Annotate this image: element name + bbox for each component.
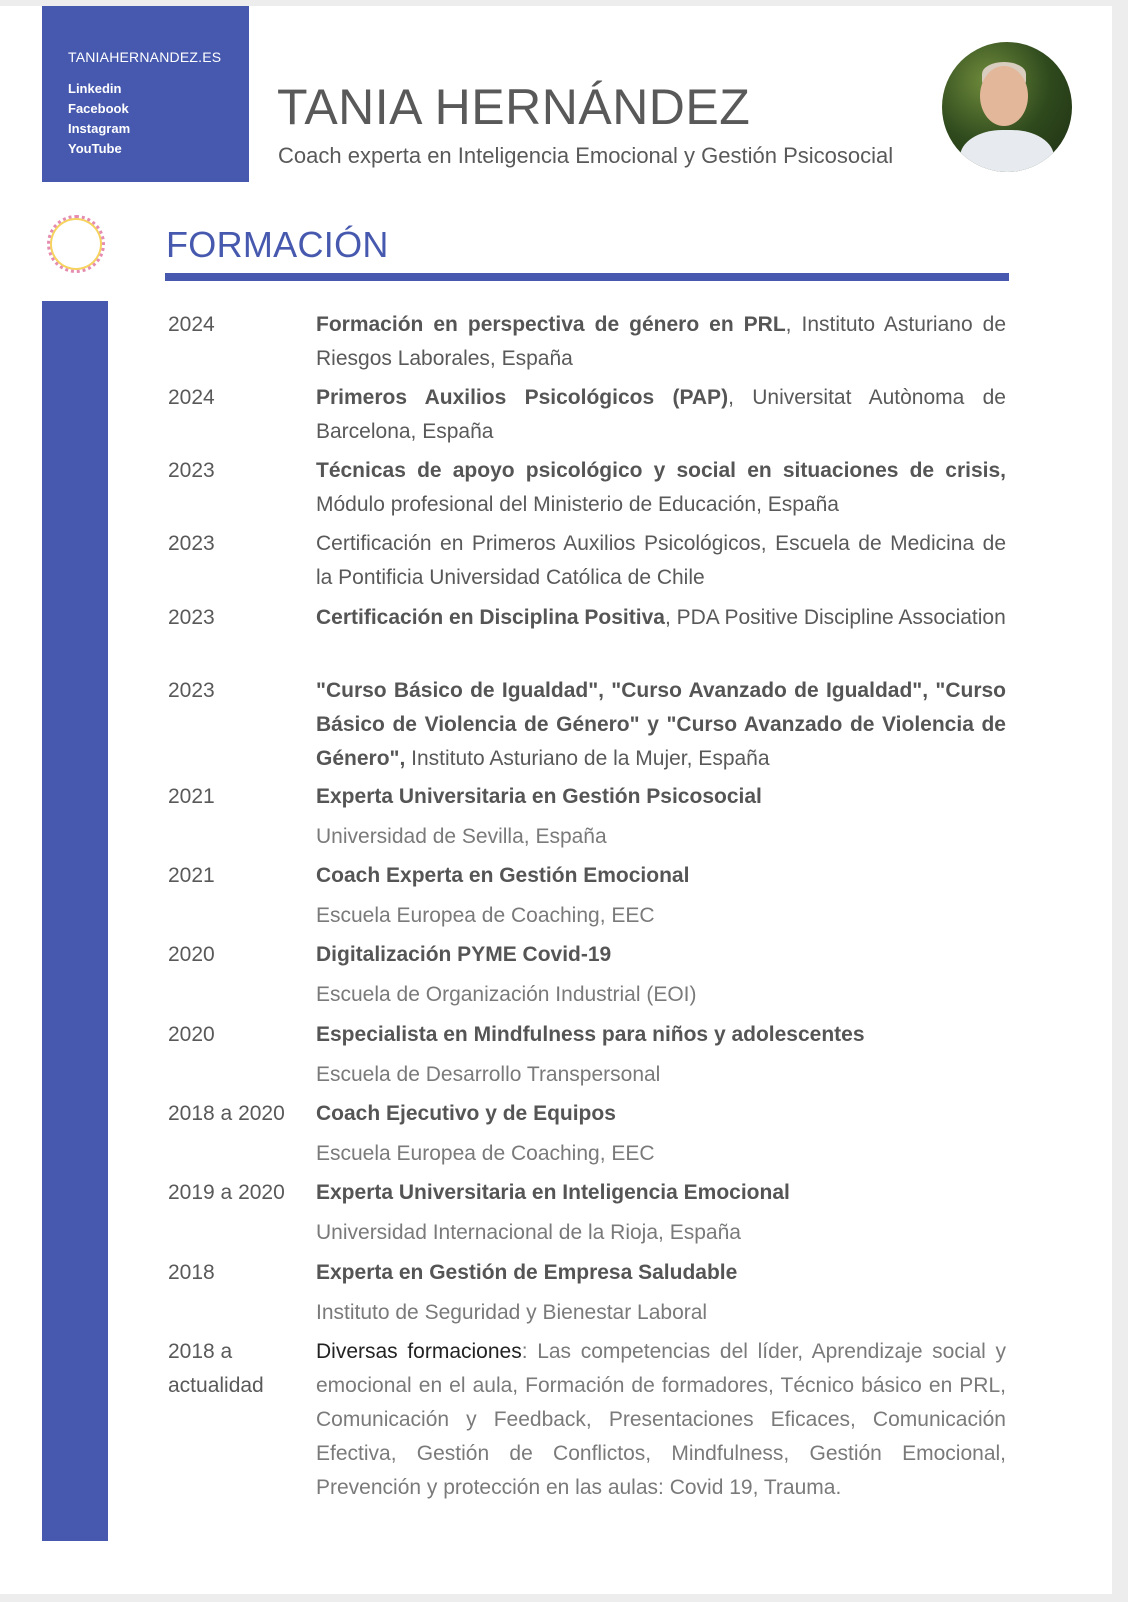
entry-description (316, 1335, 1006, 1505)
entry-description (316, 381, 1006, 449)
education-list (0, 6, 1112, 1594)
entry-description (316, 454, 1006, 522)
instagram-link[interactable]: Instagram (68, 121, 131, 136)
entry-description (316, 1097, 1006, 1171)
entry-detail: Instituto de Seguridad y Bienestar Laboral (316, 1301, 708, 1324)
entry-title: Digitalización PYME Covid-19 (316, 943, 612, 966)
entry-description (316, 1018, 1006, 1092)
entry-description (316, 780, 1006, 854)
entry-description (316, 601, 1006, 635)
entry-year: 2020 (168, 943, 215, 966)
entry-year: 2023 (168, 606, 215, 629)
entry-year: 2020 (168, 1023, 215, 1046)
entry-detail: Escuela de Desarrollo Transpersonal (316, 1063, 661, 1086)
cv-page (0, 6, 1112, 1594)
website-link[interactable]: TANIAHERNANDEZ.ES (68, 49, 222, 65)
entry-title: Técnicas de apoyo psicológico y social en situaciones de crisis, (316, 459, 1006, 482)
linkedin-link[interactable]: Linkedin (68, 81, 122, 96)
entry-year: 2018 a 2020 (168, 1102, 285, 1125)
entry-title: Primeros Auxilios Psicológicos (PAP) (316, 386, 729, 409)
entry-year: 2023 (168, 679, 215, 702)
entry-title: Diversas formaciones (316, 1340, 522, 1363)
entry-title: Experta Universitaria en Inteligencia Emocional (316, 1181, 790, 1204)
entry-year: 2018 a actualidad (168, 1340, 264, 1397)
entry-detail: Escuela Europea de Coaching, EEC (316, 904, 655, 927)
entry-description (316, 674, 1006, 776)
entry-description (316, 1256, 1006, 1330)
youtube-link[interactable]: YouTube (68, 141, 122, 156)
entry-detail: , PDA Positive Discipline Association (664, 606, 1006, 629)
entry-title: Coach Ejecutivo y de Equipos (316, 1102, 616, 1125)
entry-detail: Escuela de Organización Industrial (EOI) (316, 983, 697, 1006)
entry-description (316, 308, 1006, 376)
entry-year: 2018 (168, 1261, 215, 1284)
entry-detail: Instituto Asturiano de la Mujer, España (405, 747, 770, 770)
person-name: TANIA HERNÁNDEZ (277, 79, 751, 135)
entry-year: 2023 (168, 532, 215, 555)
entry-description (316, 938, 1006, 1012)
entry-year: 2021 (168, 785, 215, 808)
entry-year: 2021 (168, 864, 215, 887)
entry-year: 2019 a 2020 (168, 1181, 285, 1204)
entry-detail: , Universitat Autònoma de Barcelona, España (316, 386, 1006, 443)
entry-title: Especialista en Mindfulness para niños y adolescentes (316, 1023, 865, 1046)
entry-detail: Certificación en Primeros Auxilios Psicológicos, Escuela de Medicina de la Pontificia Universidad Católica de Chile (316, 532, 1006, 589)
entry-year: 2024 (168, 313, 215, 336)
facebook-link[interactable]: Facebook (68, 101, 129, 116)
entry-year: 2024 (168, 386, 215, 409)
entry-title: Formación en perspectiva de género en PRL (316, 313, 786, 336)
section-title: FORMACIÓN (166, 224, 389, 265)
entry-detail: Módulo profesional del Ministerio de Educación, España (316, 493, 839, 516)
entry-title: Experta Universitaria en Gestión Psicosocial (316, 785, 762, 808)
entry-detail: Escuela Europea de Coaching, EEC (316, 1142, 655, 1165)
entry-year: 2023 (168, 459, 215, 482)
entry-detail: Universidad Internacional de la Rioja, España (316, 1221, 741, 1244)
person-subtitle: Coach experta en Inteligencia Emocional y Gestión Psicosocial (278, 143, 894, 168)
entry-detail: , Instituto Asturiano de Riesgos Laborales, España (316, 313, 1006, 370)
entry-description (316, 1176, 1006, 1250)
entry-description (316, 859, 1006, 933)
entry-title: "Curso Básico de Igualdad", "Curso Avanzado de Igualdad", "Curso Básico de Violencia de Género" y "Curso Avanzado de Violencia de Género", (316, 679, 1006, 770)
entry-title: Coach Experta en Gestión Emocional (316, 864, 690, 887)
entry-description (316, 527, 1006, 595)
entry-detail: : Las competencias del líder, Aprendizaje social y emocional en el aula, Formación de formadores, Técnico básico en PRL, Comunicación y Feedback, Presentaciones Eficaces, Comunicación Efectiva, Gestión de Conflictos, Mindfulness, Gestión Emocional, Prevención y protección en las aulas: Covid 19, Trauma. (316, 1340, 1006, 1499)
entry-title: Experta en Gestión de Empresa Saludable (316, 1261, 738, 1284)
entry-detail: Universidad de Sevilla, España (316, 825, 607, 848)
entry-title: Certificación en Disciplina Positiva (316, 606, 665, 629)
